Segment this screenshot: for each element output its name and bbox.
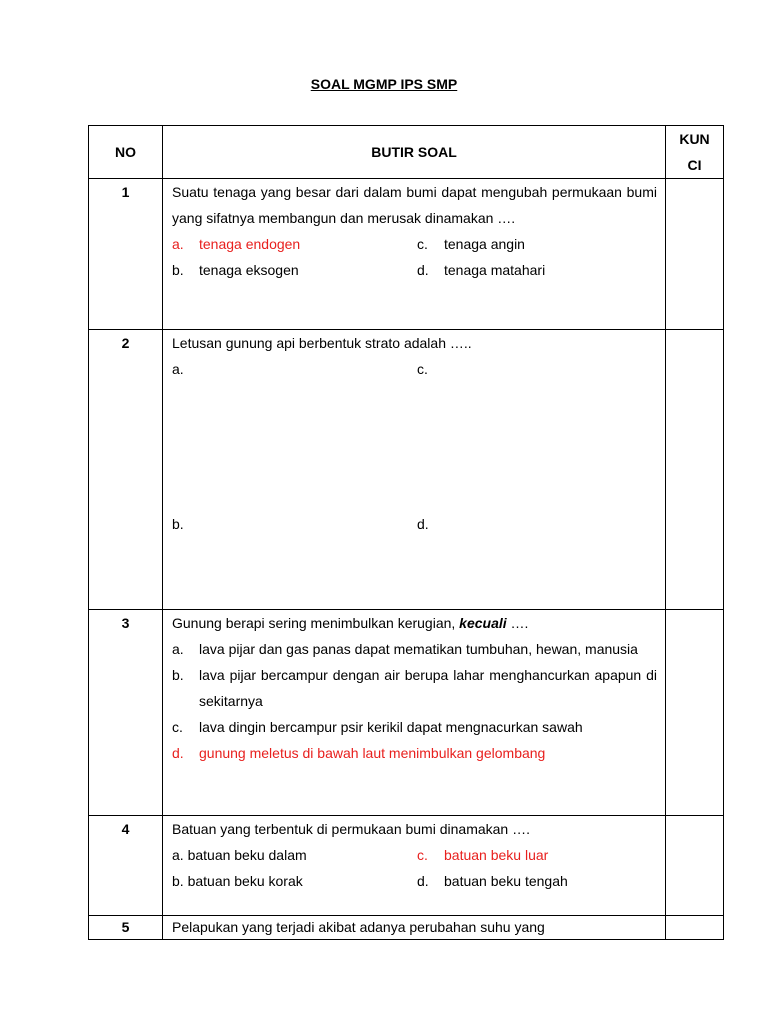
row-number: 4: [89, 816, 163, 916]
table-row: [89, 816, 724, 916]
header-no: NO: [89, 126, 163, 179]
header-kunci-line2: CI: [687, 157, 702, 173]
table-row: [89, 179, 724, 330]
question-cell: [163, 610, 666, 816]
options-grid: [172, 231, 657, 283]
option-a: a. batuan beku dalam: [172, 847, 307, 863]
option-a: a. tenaga endogen: [172, 236, 301, 252]
answer-key-cell: [666, 916, 724, 940]
option-c: c. batuan beku luar: [417, 847, 549, 863]
question-cell: [163, 330, 666, 610]
document-title: SOAL MGMP IPS SMP: [310, 76, 458, 92]
header-kunci: [666, 126, 724, 179]
question-table: [88, 125, 724, 940]
option-d: d. tenaga matahari: [417, 262, 546, 278]
option-b: b. batuan beku korak: [172, 873, 303, 889]
table-row: [89, 330, 724, 610]
question-text: Batuan yang terbentuk di permukaan bumi dinamakan ….: [172, 821, 530, 837]
header-kunci-line1: KUN: [679, 131, 710, 147]
answer-key-cell: [666, 179, 724, 330]
option-b: b.: [172, 516, 184, 532]
row-number: 5: [89, 916, 163, 940]
table-row: [89, 610, 724, 816]
question-text: Pelapukan yang terjadi akibat adanya perubahan suhu yang: [172, 919, 545, 935]
option-c: c. tenaga angin: [417, 236, 525, 252]
option-a: a. lava pijar dan gas panas dapat mematikan tumbuhan, hewan, manusia: [172, 641, 638, 657]
question-cell: [163, 179, 666, 330]
option-d: d.: [417, 516, 429, 532]
question-emphasis: kecuali: [459, 615, 507, 631]
option-b: b. tenaga eksogen: [172, 262, 299, 278]
option-d: d. batuan beku tengah: [417, 873, 568, 889]
option-d: d. gunung meletus di bawah laut menimbulkan gelombang: [172, 745, 546, 761]
answer-key-cell: [666, 816, 724, 916]
options-list: [172, 636, 657, 766]
table-header-row: [89, 126, 724, 179]
options-grid: [172, 356, 657, 537]
row-number: 2: [89, 330, 163, 610]
question-text: Letusan gunung api berbentuk strato adalah …..: [172, 335, 472, 351]
option-b: b. lava pijar bercampur dengan air berupa lahar menghancurkan apapun di sekitarnya: [172, 667, 657, 709]
question-text: Gunung berapi sering menimbulkan kerugian, kecuali ….: [172, 615, 529, 631]
answer-key-cell: [666, 610, 724, 816]
row-number: 3: [89, 610, 163, 816]
question-text: Suatu tenaga yang besar dari dalam bumi dapat mengubah permukaan bumi yang sifatnya membangun dan merusak dinamakan ….: [172, 184, 657, 226]
header-butir-soal: BUTIR SOAL: [163, 126, 666, 179]
question-cell: [163, 816, 666, 916]
answer-key-cell: [666, 330, 724, 610]
options-grid: [172, 842, 657, 894]
option-a: a.: [172, 361, 184, 377]
question-cell: [163, 916, 666, 940]
option-c: c.: [417, 361, 428, 377]
row-number: 1: [89, 179, 163, 330]
option-c: c. lava dingin bercampur psir kerikil dapat mengnacurkan sawah: [172, 719, 583, 735]
table-row: [89, 916, 724, 940]
